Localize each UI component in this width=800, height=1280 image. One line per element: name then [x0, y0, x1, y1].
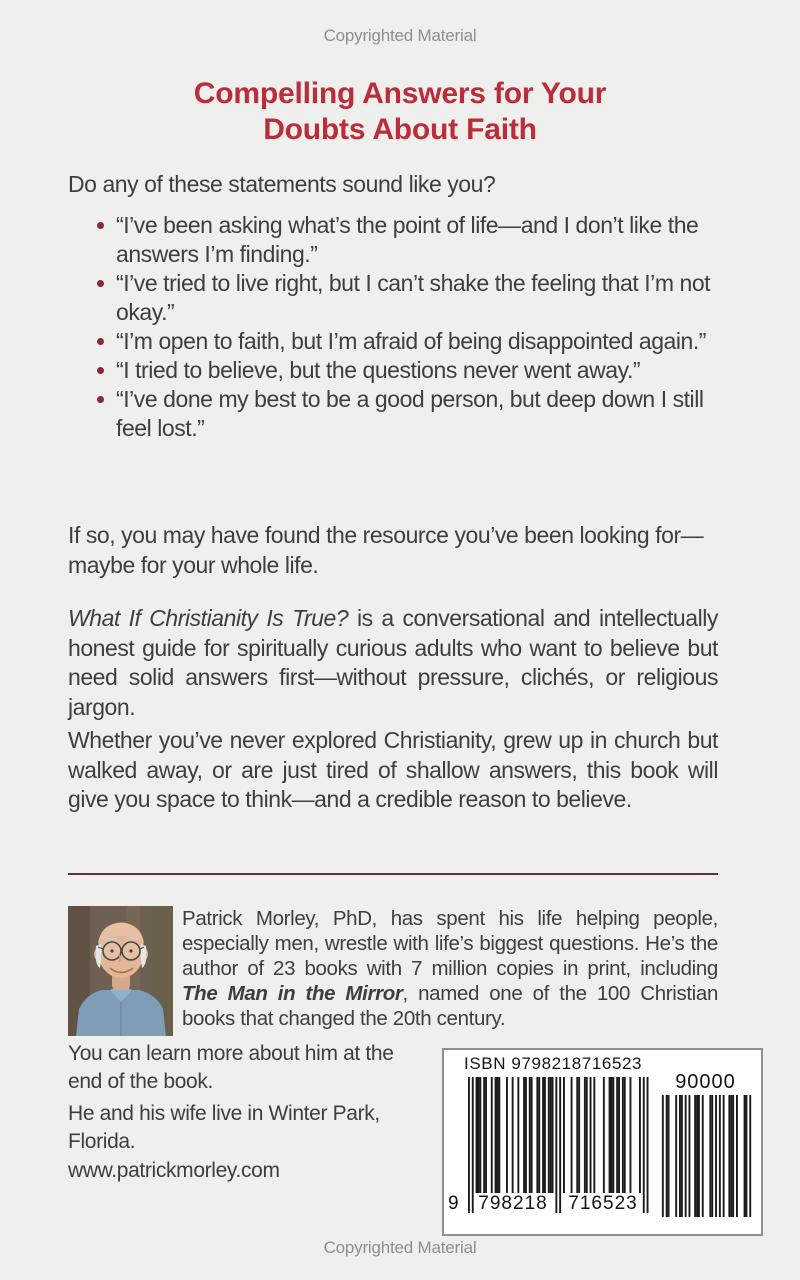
statement-text: “I’m open to faith, but I’m afraid of being disappointed again.”	[116, 328, 707, 354]
intro-question: Do any of these statements sound like you?	[68, 171, 496, 197]
statement-text: “I’ve tried to live right, but I can’t shake the feeling that I’m not okay.”	[116, 270, 711, 325]
bullet-icon	[97, 222, 104, 229]
paragraph-book-description	[68, 604, 718, 722]
bullet-icon	[97, 280, 104, 287]
page-title	[0, 76, 800, 148]
barcode-addon-price-code: 90000	[675, 1071, 736, 1093]
statement-text: “I’ve done my best to be a good person, but deep down I still feel lost.”	[116, 386, 704, 441]
statements-list	[97, 211, 719, 443]
isbn-barcode	[442, 1048, 763, 1236]
statement-item-3	[97, 327, 719, 356]
author-website: www.patrickmorley.com	[68, 1159, 280, 1182]
heading-line-1: Compelling Answers for Your	[193, 77, 607, 110]
barcode-digit-group-left: 798218	[478, 1193, 548, 1214]
barcode-digit-group-right: 716523	[568, 1193, 638, 1214]
bullet-icon	[97, 338, 104, 345]
bullet-icon	[97, 396, 104, 403]
statement-item-2	[97, 269, 719, 327]
copyright-notice-bottom: Copyrighted Material	[323, 1238, 477, 1257]
paragraph-resource: If so, you may have found the resource you’ve been looking for—maybe for your whole life.	[68, 522, 704, 578]
isbn-label: ISBN 9798218716523	[464, 1054, 643, 1073]
author-section	[68, 906, 718, 1036]
statement-item-4	[97, 356, 719, 385]
copyright-notice-top: Copyrighted Material	[323, 26, 477, 45]
author-bio	[182, 906, 718, 1036]
author-photo	[68, 906, 173, 1036]
author-book-title: The Man in the Mirror	[182, 982, 403, 1005]
paragraph-audience: Whether you’ve never explored Christianity, grew up in church but walked away, or are just tired of shallow answers, this book will give you space to think—and a credible reason to believe.	[68, 727, 718, 812]
statement-item-1	[97, 211, 719, 269]
heading-line-2: Doubts About Faith	[263, 113, 537, 146]
residence-text: He and his wife live in Winter Park, Florida.	[68, 1102, 380, 1153]
paragraph-book-description-text: is a conversational and intellectually honest guide for spiritually curious adults who want to believe but need solid answers first—without pressure, clichés, or religious jargon.	[68, 605, 718, 720]
author-bio-text: Patrick Morley, PhD, has spent his life helping people, especially men, wrestle with life’s biggest questions. He’s the author of 23 books with 7 million copies in print, including	[182, 907, 718, 980]
book-title: What If Christianity Is True?	[68, 605, 349, 631]
barcode-digit-lead: 9	[448, 1193, 459, 1214]
statement-text: “I tried to believe, but the questions never went away.”	[116, 357, 641, 383]
statement-text: “I’ve been asking what’s the point of life—and I don’t like the answers I’m finding.”	[116, 212, 699, 267]
author-bio-text-after: , named one of the 100 Christian books that changed the 20th century.	[182, 982, 718, 1030]
learn-more-text: You can learn more about him at the end of the book.	[68, 1042, 394, 1093]
statement-item-5	[97, 385, 719, 443]
bullet-icon	[97, 367, 104, 374]
section-divider	[68, 873, 718, 875]
